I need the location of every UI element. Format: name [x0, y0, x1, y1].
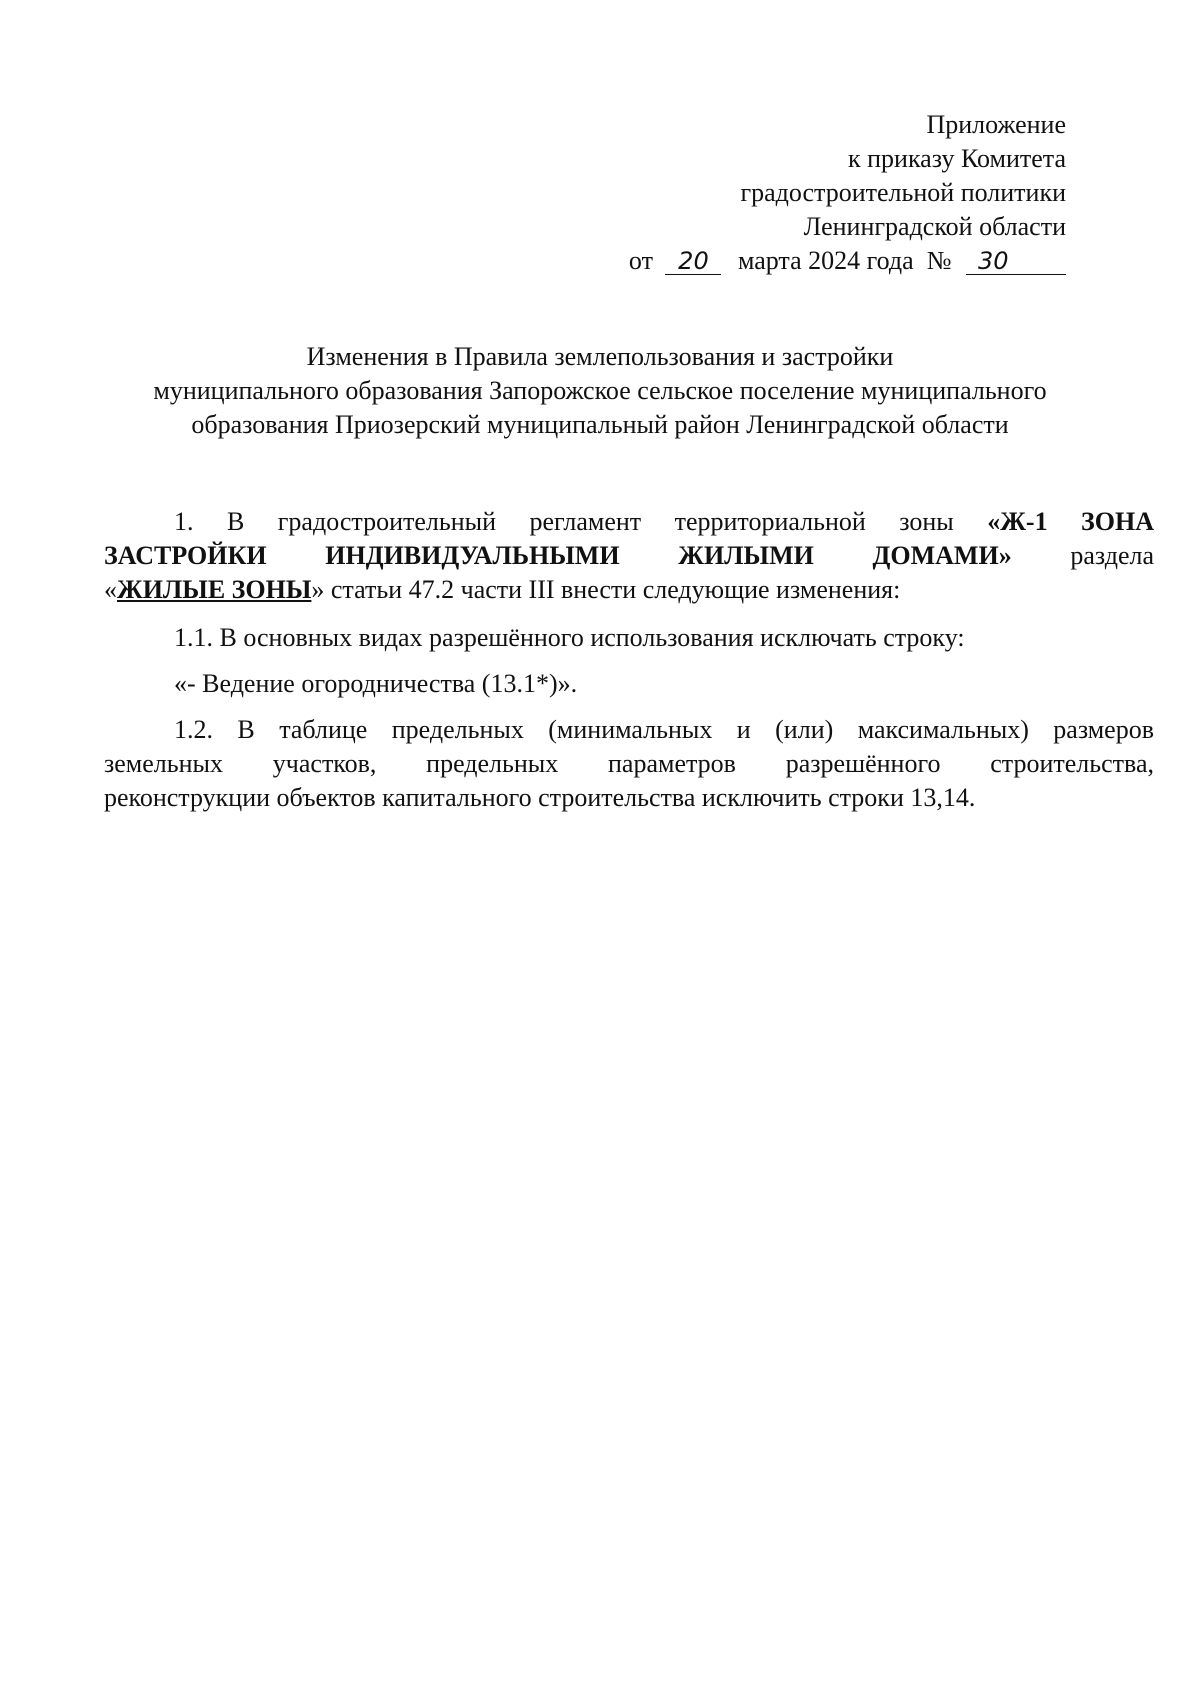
number-sign: №	[926, 246, 952, 275]
paragraph-1-line-1	[104, 505, 1154, 539]
title-line-2: муниципального образования Запорожское сельское поселение муниципального	[153, 376, 1047, 405]
appendix-header	[629, 108, 1066, 278]
zone-name-bold: ЗАСТРОЙКИ ИНДИВИДУАЛЬНЫМИ ЖИЛЫМИ ДОМАМИ»	[104, 541, 1012, 570]
handwritten-order-number: 30	[966, 248, 1066, 275]
document-body	[104, 505, 1154, 815]
order-reference: к приказу Комитета	[847, 144, 1066, 173]
section-name-bold-underlined: ЖИЛЫЕ ЗОНЫ	[117, 575, 312, 604]
title-line-3: образования Приозерский муниципальный район Ленинградской области	[191, 410, 1009, 439]
paragraph-1-1: 1.1. В основных видах разрешённого использования исключать строку:	[174, 623, 965, 652]
paragraph-1-line-2	[104, 539, 1154, 573]
paragraph-1-2-line-1: 1.2. В таблице предельных (минимальных и (или) максимальных) размеров	[174, 715, 1154, 744]
paragraph-1-2-line-2: земельных участков, предельных параметров разрешённого строительства,	[104, 749, 1154, 778]
section-word: раздела	[1070, 541, 1155, 570]
quote-open: «	[104, 575, 117, 604]
document-title	[100, 340, 1100, 442]
region-name: Ленинградской области	[803, 212, 1066, 241]
handwritten-date-day: 20	[665, 248, 721, 275]
date-rest: марта 2024 года	[737, 246, 914, 275]
paragraph-1	[104, 505, 1154, 607]
appendix-label: Приложение	[926, 110, 1066, 139]
paragraph-1-line-3	[104, 573, 1154, 607]
order-date-line	[629, 244, 1066, 278]
zone-code-bold: «Ж-1 ЗОНА	[987, 507, 1154, 536]
paragraph-1-2	[104, 713, 1154, 815]
paragraph-excluded-line: «- Ведение огородничества (13.1*)».	[174, 669, 578, 698]
date-prefix: от	[628, 246, 653, 275]
committee-name: градостроительной политики	[740, 178, 1066, 207]
paragraph-1-text: 1. В градостроительный регламент территориальной зоны	[174, 507, 988, 536]
article-reference: » статьи 47.2 части III внести следующие изменения:	[311, 575, 901, 604]
paragraph-1-2-line-3: реконструкции объектов капитального строительства исключить строки 13,14.	[104, 783, 976, 812]
title-line-1: Изменения в Правила землепользования и застройки	[306, 342, 894, 371]
